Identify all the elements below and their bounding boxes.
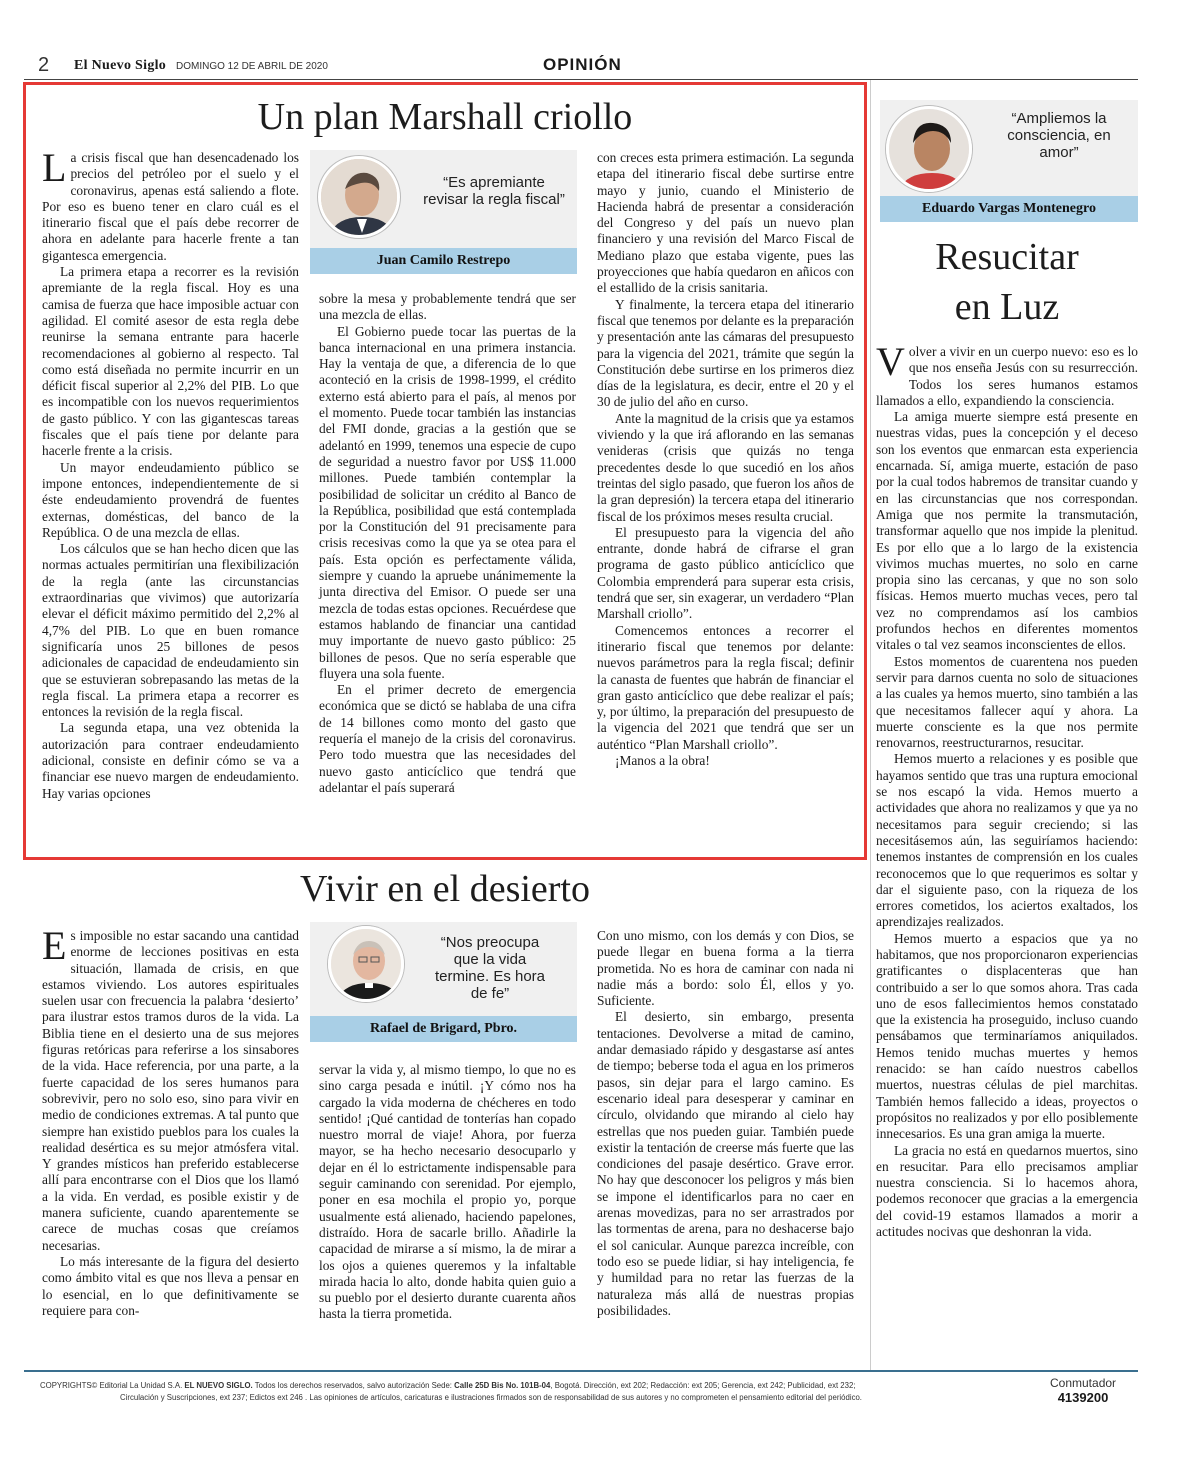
dateline: DOMINGO 12 DE ABRIL DE 2020 <box>176 61 328 72</box>
paragraph: ¡Manos a la obra! <box>615 752 710 768</box>
author-name: Rafael de Brigard, Pbro. <box>310 1016 577 1042</box>
footer-line: Circulación y Suscripciones, ext 237; Edictos ext 246 . Las opiniones de artículos, caricaturas e ilustraciones firmados son de responsabilidad de sus autores y no comprometen el pensamiento editorial del periódico. <box>120 1393 862 1402</box>
article-column-2 <box>319 291 576 796</box>
paragraph: La segunda etapa, una vez obtenida la autorización para contraer endeudamiento adicional, consiste en definir cómo se va a financiar ese nuevo margen de endeudamiento. Hay varias opciones <box>42 720 299 801</box>
paragraph: Ante la magnitud de la crisis que ya estamos viviendo y la que irá aflorando en las semanas venideras (crisis que quizás no tenga precedentes desde lo que sucedió en los años treintas del siglo pasado, que fueron los años de la gran depresión) la tercera etapa del itinerario fiscal de los próximos meses resulta crucial. <box>597 410 854 524</box>
paragraph: Con uno mismo, con los demás y con Dios, se puede llegar en buena forma a la tierra prometida. No es hora de caminar con nada ni nadie más a bordo: solo Él, ellos y yo. Suficiente. <box>597 928 854 1009</box>
address-text: Calle 25D Bis No. 101B-04 <box>454 1381 551 1390</box>
author-photo <box>328 926 404 1002</box>
article-title <box>876 232 1138 332</box>
dropcap: V <box>876 339 905 384</box>
copyright-text: COPYRIGHTS© Editorial La Unidad S.A. <box>40 1381 183 1390</box>
author-name: Eduardo Vargas Montenegro <box>880 196 1138 222</box>
paragraph: Los cálculos que se han hecho dicen que las normas actuales permitirían una flexibilización de la regla (ante las circunstancias extraordinarias que vivimos) que autorizaría elevar el déficit máximo permitido del 2,2% al 4,7% del PIB. Lo que en buen romance significaría unos 25 billones de pesos adicionales de capacidad de endeudamiento sin que se estuvieran sobrepasando las metas de la regla fiscal. La primera etapa a recorrer es entonces la revisión de la regla fiscal. <box>42 541 299 720</box>
portrait-icon <box>889 109 972 192</box>
switchboard-label: Conmutador <box>1050 1376 1117 1390</box>
rights-text: Todos los derechos reservados, salvo autorización Sede: <box>254 1381 452 1390</box>
author-quote-box <box>310 922 577 1042</box>
paragraph: servar la vida y, al mismo tiempo, lo que no es sino carga pesada e inútil. ¡Y cómo nos ha cargado la vida moderna de chécheres en todo sentido! ¡Qué cantidad de tonterías han copado nuestro morral de viaje! Ahora, por fuerza mayor, se ha hecho necesario desocuparlo y dejar en él lo estrictamente indispensable para seguir caminando con serenidad. Por ejemplo, poner en esa mochila el propio yo, porque usualmente está alienado, haciendo papelones, distraído. Hora de sacarle brillo. Añadirle la capacidad de mirarse a sí mismo, la de mirar a los ojos a quienes queremos y la infaltable mirada hacia lo alto, donde habita quien guio a su pueblo por el desierto durante cuarenta años hasta la tierra prometida. <box>319 1062 576 1322</box>
paragraph: Un mayor endeudamiento público se impone entonces, independientemente de si éste endeudamiento provendrá de fuentes externas, domésticas, del banco de la República. O de una mezcla de ellas. <box>42 459 299 540</box>
page-number: 2 <box>38 54 50 76</box>
footer-line <box>40 1380 1140 1392</box>
article-title: Un plan Marshall criollo <box>257 96 633 138</box>
article-column-1 <box>42 923 299 1319</box>
paragraph: La amiga muerte siempre está presente en nuestras vidas, pues la concepción y el deceso son los eventos que enmarcan esta experiencia encarnada. Sí, amiga muerte, estación de paso por la cual todos habremos de transitar cuando y en las circunstancias que nos correspondan. Amiga que nos permite la transmutación, transformar aquello que nos impide la plenitud. Es por ello que a lo largo de la existencia vivimos muchas muertes, no solo en carne propia sino las cercanas, y que no son solo físicas. Hemos muerto muchas veces, pero tal vez no comprendamos así los cambios profundos hechos en diferentes momentos vitales o tal vez seamos inconscientes de ellos. <box>876 409 1138 653</box>
article-column-3 <box>597 928 854 1319</box>
paragraph: Estos momentos de cuarentena nos pueden servir para darnos cuenta no solo de situaciones a las cuales ya hemos muerto, sino también a las que necesitamos fallecer aquí y ahora. La muerte consciente es la que nos permite renovarnos, reestructurarnos, resucitar. <box>876 653 1138 751</box>
article-title: Vivir en el desierto <box>299 868 590 910</box>
paragraph: a crisis fiscal que han desencadenado los precios del petróleo por el suelo y el coronavirus, apenas está saliendo a flote. Por eso es bueno tener en claro cuál es el itinerario fiscal que el país debe recorrer de ahora en adelante para hacerle frente a tan gigantesca emergencia. <box>42 150 299 263</box>
paragraph: s imposible no estar sacando una cantidad enorme de lecciones positivas en esta situación, llamada de crisis, en que estamos viviendo. Los autores espirituales suelen usar con frecuencia la palabra ‘desierto’ para ilustrar estos tramos duros de la vida. La Biblia tiene en el desierto una de sus mejores figuras retóricas para referirse a los sinsabores de la vida. Hace referencia, por una parte, a la fuerte capacidad de los seres humanos para sobrevivir, pero no solo eso, sino para vivir en medio de condiciones extremas. A tal punto que siempre han existido pueblos para los cuales la realidad desértica es su mejor atmósfera vital. Y grandes místicos han preferido establecerse allí para encontrarse con el Dios que los llamó a la vida. En verdad, es posible existir y de manera suficiente, cuando aparentemente se carece de muchas cosas que creíamos necesarias. <box>42 928 299 1253</box>
paragraph: La primera etapa a recorrer es la revisión apremiante de la regla fiscal. Hoy es una camisa de fuerza que hace imposible actuar con agilidad. El comité asesor de esta regla debe reunirse la semana entrante para hacerle recomendaciones al gobierno al respecto. Tal como está diseñada no permite incurrir en un déficit fiscal superior al 2,2% del PIB. Lo que es incompatible con los nuevos requerimientos de gasto público. Y con las gigantescas tareas fiscales que el país tiene por delante para hacerle frente a la crisis. <box>42 264 299 459</box>
paragraph: Hemos muerto a relaciones y es posible que hayamos sentido que tras una ruptura emocional se nos escapó la vida. Hemos muerto a actividades que ahora no realizamos y que ya no necesitamos para seguir creciendo; si las necesitásemos aún, las seguiríamos haciendo: tenemos instantes de comprensión en los cuales reconocemos que lo que requerimos es soltar y dar el siguiente paso, con la riqueza de los errores cometidos, los aciertos exaltados, los aprendizajes realizados. <box>876 751 1138 930</box>
masthead: El Nuevo Siglo <box>74 58 167 73</box>
portrait-icon <box>321 159 400 238</box>
paragraph: olver a vivir en un cuerpo nuevo: eso es lo que nos enseña Jesús con su resurrección. Todos los seres humanos estamos llamados a ello, expandiendo la consciencia. <box>876 344 1138 408</box>
article-column <box>876 339 1138 1240</box>
page-header <box>38 54 1138 78</box>
header-rule <box>24 79 1138 80</box>
paper-name: EL NUEVO SIGLO. <box>184 1381 253 1390</box>
author-photo <box>318 156 400 238</box>
dropcap: E <box>42 923 67 968</box>
paragraph: El desierto, sin embargo, presenta tentaciones. Devolverse a mitad de camino, andar demasiado rápido y desgastarse así antes de tiempo; beberse toda el agua en los primeros pasos, sin dejar para el largo camino. Es escenario ideal para desesperar y caminar en círculo, olvidando que mirando al cielo hay estrellas que nos pueden guiar. También puede existir la tentación de creerse más fuerte que las condiciones del pasaje desértico. Grave error. No hay que desconocer los peligros y más bien se impone el identificarlos para no caer en arenas movedizas, para no ser arrastrados por las tormentas de arena, para no deshacerse bajo el sol canicular. Aunque parezca increíble, con todo eso se puede lidiar, si hay inteligencia, fe y humildad para no retar las fuerzas de la naturaleza más allá de nuestras propias posibilidades. <box>597 1009 854 1318</box>
contact-text: , Bogotá. Dirección, ext 202; Redacción: ext 205; Gerencia, ext 242; Publicidad, ext 232; <box>550 1381 856 1390</box>
paragraph: Hemos muerto a espacios que ya no habitamos, que nos proporcionaron experiencias gratificantes o displacenteras que han contribuido a ser lo que somos ahora. Tras cada uno de esos fallecimientos hemos constatado que la existencia ha proseguido, incluso cuando pensábamos que terminaríamos aniquilados. Hemos tenido muchas muertes y hemos renacido: se han caído nuestros cabellos muertos, nuestras células de piel marchitas. También hemos fallecido a ideas, proyectos o propósitos no realizados y por ello posiblemente innecesarios. Es una gran amiga la muerte. <box>876 930 1138 1142</box>
title-line: Resucitar <box>935 236 1079 278</box>
page-footer <box>40 1376 1140 1405</box>
pull-quote: “Es apremiante revisar la regla fiscal” <box>423 174 565 208</box>
author-quote-box <box>880 100 1138 222</box>
paragraph: sobre la mesa y probablemente tendrá que ser una mezcla de ellas. <box>319 291 576 323</box>
paragraph: El Gobierno puede tocar las puertas de la banca internacional en una primera instancia. Hay la ventaja de que, a diferencia de lo que aconteció en la crisis de 1998-1999, el crédito externo está abierto para el país, al menos por el momento. Puede tocar también las instancias del FMI donde, gracias a la gestión que se adelantó en 1999, tenemos una especie de cupo de seguridad a nuestro favor por US$ 11.000 millones. Puede también contemplar la posibilidad de solicitar un crédito al Banco de la República, posibilidad que está contemplada por la Constitución del 91 precisamente para crisis recesivas como la que ya se otea para el país. Esta opción es perfectamente válida, siempre y cuando la apruebe unánimemente la junta directiva del Emisor. O puede ser una mezcla de todas estas opciones. Recuérdese que estamos hablando de financiar una cantidad muy importante de nuevo gasto público: 25 billones de pesos. Que no sería esperable que fluyera una sola fuente. <box>319 323 576 681</box>
footer-rule <box>24 1370 1138 1372</box>
article-column-2 <box>319 1062 576 1323</box>
paragraph: El presupuesto para la vigencia del año entrante, donde habrá de cifrarse el gran programa de gasto público anticíclico que Colombia emprenderá para superar esta crisis, tendrá que ser, sin exagerar, un verdadero “Plan Marshall criollo”. <box>597 524 854 622</box>
portrait-icon <box>331 929 404 1002</box>
paragraph: La gracia no está en quedarnos muertos, sino en resucitar. Para ello precisamos ampliar nuestra consciencia. Si lo hacemos ahora, podemos reconocer que gracias a la emergencia del covid-19 estamos llamados a morir a actitudes nocivas que deshonran la vida. <box>876 1142 1138 1240</box>
paragraph: En el primer decreto de emergencia económica que se dictó se hablaba de una cifra de 14 billones como monto del gasto que requería el manejo de la crisis del coronavirus. Pero todo muestra que las necesidades del nuevo gasto anticíclico que tendrá que adelantar el país superará <box>319 682 576 795</box>
author-quote-box <box>310 150 577 274</box>
section-title: OPINIÓN <box>543 55 622 74</box>
pull-quote: “Ampliemos la consciencia, en amor” <box>1007 110 1111 161</box>
pull-quote: “Nos preocupa que la vida termine. Es hora de fe” <box>434 934 546 1002</box>
switchboard <box>1050 1376 1116 1405</box>
switchboard-number: 4139200 <box>1057 1390 1109 1405</box>
author-name: Juan Camilo Restrepo <box>310 248 577 274</box>
paragraph: con creces esta primera estimación. La segunda etapa del itinerario fiscal debe surtirse entre mayo y junio, cuando el Ministerio de Hacienda habrá de presentar a consideración del Congreso y del país un nuevo plan financiero y una revisión del Marco Fiscal de Mediano plazo que estaba vigente, pues las proyecciones que había quedaron en añicos con el estallido de la crisis sanitaria. <box>597 150 854 296</box>
paragraph: Comencemos entonces a recorrer el itinerario fiscal que tenemos por delante: nuevos parámetros para la regla fiscal; definir la canasta de fuentes que habrán de financiar el gran gasto anticíclico que debe realizar el país; y, por último, la preparación del presupuesto de la vigencia del 2021 que tendrá que ser un auténtico “Plan Marshall criollo”. <box>597 622 854 752</box>
paragraph: Y finalmente, la tercera etapa del itinerario fiscal que tenemos por delante es la preparación y presentación ante las cámaras del presupuesto para la vigencia del 2021, trámite que según la Constitución debe surtirse en los primeros diez días de la legislatura, es decir, entre el 20 y el 30 de julio del año en curso. <box>597 296 854 410</box>
article-column-3 <box>597 150 854 769</box>
paragraph: Lo más interesante de la figura del desierto como ámbito vital es que nos lleva a pensar en lo esencial, en lo que definitivamente se requiere para con- <box>42 1253 299 1318</box>
dropcap: L <box>42 145 67 190</box>
article-column-1 <box>42 145 299 802</box>
title-line: en Luz <box>954 286 1060 328</box>
column-divider <box>870 80 871 1370</box>
author-photo <box>886 106 972 192</box>
